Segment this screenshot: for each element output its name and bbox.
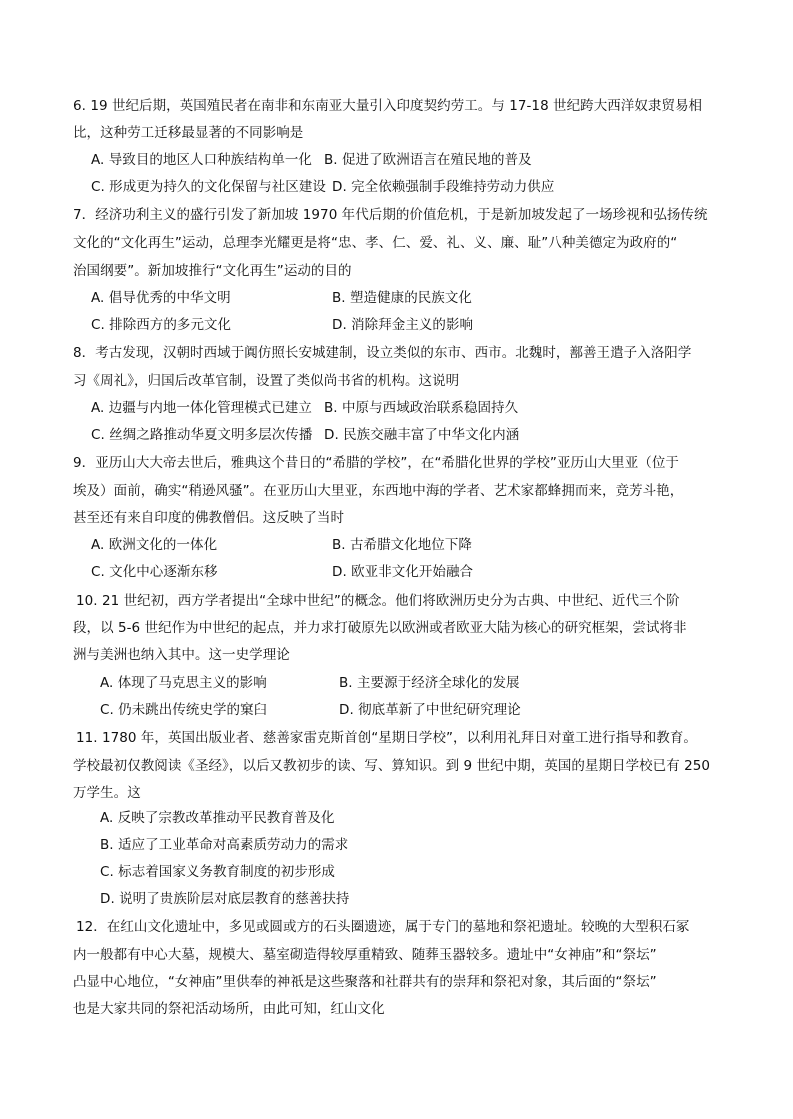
q11-stem-line-3: 万学生。这 [73,785,141,801]
q10-stem-line-1: 10. 21 世纪初，西方学者提出“全球中世纪”的概念。他们将欧洲历史分为古典、中世纪、近代三个阶 [76,593,680,609]
q10-option-c: C. 仍未跳出传统史学的窠臼 [100,702,268,718]
q7-option-b: B. 塑造健康的民族文化 [332,290,472,306]
q9-stem-line-1: 9．亚历山大大帝去世后，雅典这个昔日的“希腊的学校”，在“希腊化世界的学校”亚历山大里亚（位于 [73,455,679,471]
q12-stem-line-4: 也是大家共同的祭祀活动场所，由此可知，红山文化 [73,1001,385,1017]
q8-stem-line-2: 习《周礼》，归国后改革官制，设置了类似尚书省的机构。这说明 [73,373,460,389]
q6-option-c: C. 形成更为持久的文化保留与社区建设 [91,179,326,195]
q10-option-b: B. 主要源于经济全球化的发展 [339,675,520,691]
q7-option-c: C. 排除西方的多元文化 [91,317,232,333]
q11-stem-line-2: 学校最初仅教阅读《圣经》，以后又教初步的读、写、算知识。到 9 世纪中期，英国的星期日学校已有 250 [73,758,711,774]
q7-option-d: D. 消除拜金主义的影响 [332,317,474,333]
q11-option-d: D. 说明了贵族阶层对底层教育的慈善扶持 [100,891,350,907]
q8-option-d: D. 民族交融丰富了中华文化内涵 [324,427,520,443]
q7-stem-line-3: 治国纲要”。新加坡推行“文化再生”运动的目的 [73,263,352,279]
q10-option-a: A. 体现了马克思主义的影响 [100,675,267,691]
q8-option-c: C. 丝绸之路推动华夏文明多层次传播 [91,427,313,443]
q9-stem-line-2: 埃及）面前，确实“稍逊风骚”。在亚历山大里亚，东西地中海的学者、艺术家都蜂拥而来，竞芳斗艳， [73,483,684,499]
q7-stem-line-1: 7．经济功利主义的盛行引发了新加坡 1970 年代后期的价值危机，于是新加坡发起了一场珍视和弘扬传统 [73,207,708,223]
q6-option-d: D. 完全依赖强制手段维持劳动力供应 [332,179,555,195]
q9-stem-line-3: 甚至还有来自印度的佛教僧侣。这反映了当时 [73,510,344,526]
q11-option-c: C. 标志着国家义务教育制度的初步形成 [100,864,335,880]
q9-option-a: A. 欧洲文化的一体化 [91,537,218,553]
q10-stem-line-3: 洲与美洲也纳入其中。这一史学理论 [73,647,290,663]
q10-stem-line-2: 段，以 5-6 世纪作为中世纪的起点，并力求打破原先以欧洲或者欧亚大陆为核心的研究框架，尝试将非 [73,620,687,636]
q7-stem-line-2: 文化的“文化再生”运动，总理李光耀更是将“忠、孝、仁、爱、礼、义、廉、耻”八种美德定为政府的“ [73,235,678,251]
q8-stem-line-1: 8．考古发现，汉朝时西域于阗仿照长安城建制，设立类似的东市、西市。北魏时，鄯善王遣子入洛阳学 [73,345,692,361]
q8-option-b: B. 中原与西域政治联系稳固持久 [324,400,519,416]
q11-stem-line-1: 11. 1780 年，英国出版业者、慈善家雷克斯首创“星期日学校”，以利用礼拜日对童工进行指导和教育。 [76,730,697,746]
q9-option-b: B. 古希腊文化地位下降 [332,537,472,553]
q9-option-c: C. 文化中心逐渐东移 [91,564,218,580]
q11-option-a: A. 反映了宗教改革推动平民教育普及化 [100,810,335,826]
q7-option-a: A. 倡导优秀的中华文明 [91,290,231,306]
q9-option-d: D. 欧亚非文化开始融合 [332,564,474,580]
q8-option-a: A. 边疆与内地一体化管理模式已建立 [91,400,312,416]
q6-stem-line-1: 6. 19 世纪后期，英国殖民者在南非和东南亚大量引入印度契约劳工。与 17-18 世纪跨大西洋奴隶贸易相 [73,98,703,114]
q12-stem-line-2: 内一般都有中心大墓，规模大、墓室砌造得较厚重精致、随葬玉器较多。遗址中“女神庙”和“祭坛” [73,947,657,963]
q6-option-b: B. 促进了欧洲语言在殖民地的普及 [324,152,532,168]
q12-stem-line-3: 凸显中心地位，“女神庙”里供奉的神祇是这些聚落和社群共有的崇拜和祭祀对象，其后面的“祭坛” [73,974,657,990]
q6-option-a: A. 导致目的地区人口种族结构单一化 [91,152,312,168]
q11-option-b: B. 适应了工业革命对高素质劳动力的需求 [100,837,349,853]
q6-stem-line-2: 比，这种劳工迁移最显著的不同影响是 [73,125,304,141]
q10-option-d: D. 彻底革新了中世纪研究理论 [339,702,521,718]
q12-stem-line-1: 12．在红山文化遗址中，多见或圆或方的石头圈遗迹，属于专门的墓地和祭祀遗址。较晚的大型积石冢 [76,919,690,935]
